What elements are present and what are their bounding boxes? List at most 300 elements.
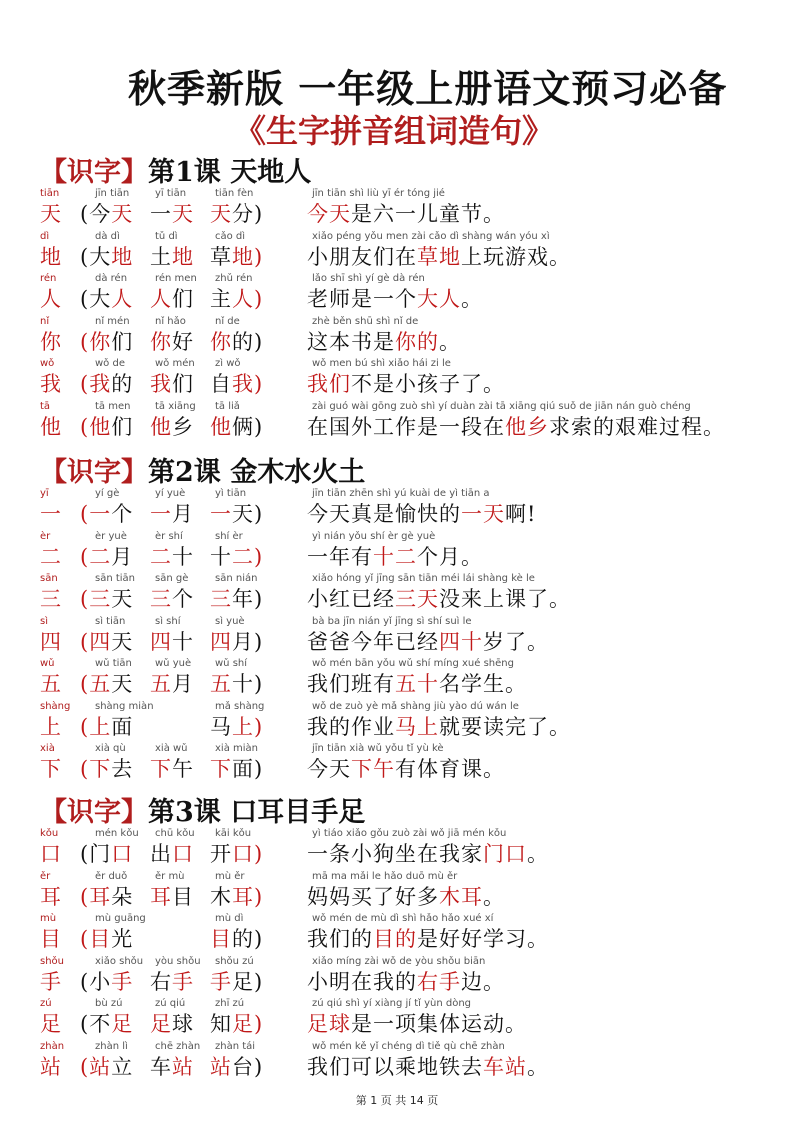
sentence-segment: 上玩游戏。 bbox=[461, 244, 571, 269]
word-group bbox=[80, 414, 133, 440]
word-group-pinyin: mén kǒu bbox=[95, 828, 139, 839]
example-sentence bbox=[307, 201, 505, 227]
vocab-row bbox=[0, 488, 794, 531]
sentence-segment: 十二 bbox=[373, 544, 417, 569]
sentence-segment: 边。 bbox=[461, 969, 505, 994]
sentence-pinyin: jīn tiān xià wǔ yǒu tǐ yù kè bbox=[312, 743, 444, 754]
vocab-char: 一 bbox=[40, 502, 61, 526]
word-group-segment: 一 bbox=[210, 502, 232, 526]
sentence-pinyin: wǒ men bú shì xiǎo hái zi le bbox=[312, 358, 451, 369]
word-group-segment: 十) bbox=[232, 672, 264, 696]
sentence-segment: 车站 bbox=[483, 1054, 527, 1079]
word-group bbox=[150, 371, 194, 397]
word-group-segment: (上 bbox=[80, 714, 112, 739]
sentence-segment: 是一项集体运动。 bbox=[351, 1012, 527, 1036]
lesson-bracket-label: 【识字】 bbox=[40, 457, 148, 488]
word-group-pinyin: sì tiān bbox=[95, 615, 126, 627]
vocab-char: 三 bbox=[40, 587, 61, 611]
sentence-pinyin: bà ba jīn nián yǐ jīng sì shí suì le bbox=[312, 615, 472, 627]
word-group bbox=[80, 969, 133, 995]
word-group bbox=[80, 1011, 133, 1037]
char-pinyin: rén bbox=[40, 273, 57, 284]
lesson-words: 金木水火土 bbox=[230, 457, 366, 488]
word-group-segment: 天 bbox=[111, 629, 134, 654]
char-pinyin: xià bbox=[40, 743, 55, 754]
vocab-char: 他 bbox=[40, 414, 61, 439]
word-group-segment: 的) bbox=[232, 329, 264, 354]
word-group-segment: 们 bbox=[111, 414, 134, 439]
char-pinyin: zú bbox=[40, 998, 52, 1009]
vocab-char: 上 bbox=[40, 714, 61, 739]
vocab-row bbox=[0, 231, 794, 274]
word-group-segment: (不 bbox=[80, 1012, 112, 1036]
word-group-segment: 人) bbox=[232, 287, 264, 311]
word-group-pinyin: tiān fèn bbox=[215, 188, 254, 199]
word-group-segment: 目 bbox=[210, 927, 232, 951]
sentence-segment: 大人 bbox=[417, 287, 461, 311]
word-group-pinyin: sì shí bbox=[155, 615, 181, 627]
word-group-pinyin: yí gè bbox=[95, 488, 120, 499]
word-group-segment: 马 bbox=[210, 714, 232, 739]
char-pinyin: sān bbox=[40, 573, 58, 584]
word-group-segment: (今 bbox=[80, 202, 112, 226]
word-group-segment: 四 bbox=[210, 629, 232, 654]
sentence-segment: 我们的 bbox=[307, 927, 373, 951]
word-group-segment: 的 bbox=[111, 372, 134, 396]
word-group-pinyin: tā liǎ bbox=[215, 400, 240, 412]
sentence-pinyin: xiǎo míng zài wǒ de yòu shǒu biān bbox=[312, 955, 486, 967]
word-group-pinyin: nǐ de bbox=[215, 315, 240, 327]
vocab-row bbox=[0, 316, 794, 359]
word-group bbox=[210, 586, 263, 612]
sentence-pinyin: yì tiáo xiǎo gǒu zuò zài wǒ jiā mén kǒu bbox=[312, 828, 507, 839]
sentence-pinyin: jīn tiān zhēn shì yú kuài de yì tiān a bbox=[312, 488, 490, 499]
word-group-segment: 足) bbox=[232, 1012, 264, 1036]
word-group-segment: 地 bbox=[111, 244, 134, 269]
word-group-pinyin: zhī zú bbox=[215, 998, 245, 1009]
word-group-segment: (我 bbox=[80, 372, 112, 396]
vocab-row bbox=[0, 701, 794, 744]
sentence-pinyin: mā ma mǎi le hǎo duō mù ěr bbox=[312, 870, 458, 882]
word-group bbox=[80, 756, 133, 782]
vocab-char: 我 bbox=[40, 372, 61, 396]
vocab-row bbox=[0, 188, 794, 231]
sentence-segment: 五十 bbox=[395, 672, 439, 696]
sentence-segment: 。 bbox=[483, 884, 505, 909]
word-group-pinyin: chū kǒu bbox=[155, 828, 195, 839]
word-group-segment: 木 bbox=[210, 884, 232, 909]
word-group-segment: 五 bbox=[210, 672, 232, 696]
example-sentence bbox=[307, 714, 571, 740]
word-group-pinyin: mù guāng bbox=[95, 913, 146, 924]
word-group bbox=[210, 884, 263, 910]
word-group-segment: 人 bbox=[111, 287, 134, 311]
word-group-pinyin: èr shí bbox=[155, 530, 183, 542]
vocab-row bbox=[0, 1041, 794, 1084]
word-group-pinyin: mǎ shàng bbox=[215, 700, 265, 712]
vocab-char: 四 bbox=[40, 629, 61, 654]
word-group-segment: 车 bbox=[150, 1054, 172, 1079]
word-group-pinyin: dà rén bbox=[95, 273, 128, 284]
word-group-pinyin: xià miàn bbox=[215, 743, 258, 754]
sentence-segment: 老师是一个 bbox=[307, 287, 417, 311]
sentence-segment: 小红已经 bbox=[307, 587, 395, 611]
word-group-pinyin: zú qiú bbox=[155, 998, 186, 1009]
word-group bbox=[210, 201, 263, 227]
word-group-segment: (他 bbox=[80, 414, 112, 439]
word-group-segment: 三 bbox=[150, 587, 172, 611]
word-group-segment: (五 bbox=[80, 672, 112, 696]
sentence-segment: 门口 bbox=[483, 842, 527, 866]
word-group bbox=[150, 756, 194, 782]
sentence-pinyin: yì nián yǒu shí èr gè yuè bbox=[312, 530, 436, 542]
word-group-pinyin: wǒ de bbox=[95, 358, 125, 369]
sentence-segment: 是好好学习。 bbox=[417, 927, 549, 951]
example-sentence bbox=[307, 286, 483, 312]
word-group bbox=[80, 629, 133, 655]
word-group-pinyin: dà dì bbox=[95, 230, 120, 242]
word-group-segment: 月 bbox=[172, 502, 194, 526]
sentence-segment: 是六一儿童节。 bbox=[351, 202, 505, 226]
sentence-segment: 啊! bbox=[505, 502, 537, 526]
sentence-segment: 没来上课了。 bbox=[439, 587, 571, 611]
char-pinyin: ěr bbox=[40, 870, 51, 882]
char-pinyin: mù bbox=[40, 913, 57, 924]
example-sentence bbox=[307, 1011, 527, 1037]
example-sentence bbox=[307, 244, 571, 270]
word-group-segment: 十 bbox=[172, 629, 194, 654]
word-group-segment: 月 bbox=[111, 544, 134, 569]
word-group-pinyin: sān nián bbox=[215, 573, 258, 584]
example-sentence bbox=[307, 671, 527, 697]
example-sentence bbox=[307, 841, 549, 867]
word-group-segment: 足) bbox=[232, 969, 264, 994]
word-group bbox=[150, 201, 194, 227]
word-group bbox=[210, 926, 263, 952]
sentence-segment: 我们班有 bbox=[307, 672, 395, 696]
sentence-segment: 小明在我的 bbox=[307, 969, 417, 994]
vocab-char: 下 bbox=[40, 757, 61, 781]
word-group-pinyin: zhǔ rén bbox=[215, 273, 253, 284]
example-sentence bbox=[307, 329, 461, 355]
sentence-segment: 马上 bbox=[395, 714, 439, 739]
sentence-pinyin: wǒ de zuò yè mǎ shàng jiù yào dú wán le bbox=[312, 700, 519, 712]
word-group-segment: 台) bbox=[232, 1054, 264, 1079]
word-group-segment: 午 bbox=[172, 757, 194, 781]
word-group bbox=[150, 501, 194, 527]
sentence-segment: 小朋友们在 bbox=[307, 244, 417, 269]
word-group-segment: 们 bbox=[111, 329, 134, 354]
sentence-segment: 我们 bbox=[307, 372, 351, 396]
example-sentence bbox=[307, 969, 505, 995]
word-group-segment: 目 bbox=[172, 884, 194, 909]
word-group bbox=[80, 544, 133, 570]
word-group-segment: 开 bbox=[210, 842, 232, 866]
word-group-segment: 站 bbox=[172, 1054, 194, 1079]
example-sentence bbox=[307, 1054, 549, 1080]
word-group-segment: (门 bbox=[80, 842, 112, 866]
word-group-pinyin: ěr mù bbox=[155, 870, 185, 882]
word-group-segment: 天) bbox=[232, 502, 264, 526]
word-group-segment: (小 bbox=[80, 969, 112, 994]
example-sentence bbox=[307, 926, 549, 952]
word-group bbox=[210, 371, 263, 397]
word-group-segment: 足 bbox=[150, 1012, 172, 1036]
example-sentence bbox=[307, 371, 505, 397]
sentence-segment: 我的作业 bbox=[307, 714, 395, 739]
char-pinyin: nǐ bbox=[40, 315, 50, 327]
vocab-row bbox=[0, 828, 794, 871]
sentence-segment: 一天 bbox=[461, 502, 505, 526]
word-group bbox=[210, 329, 263, 355]
word-group-segment: 地) bbox=[232, 244, 264, 269]
sentence-segment: 他乡 bbox=[505, 414, 549, 439]
sentence-pinyin: zú qiú shì yí xiàng jí tǐ yùn dòng bbox=[312, 998, 472, 1009]
word-group-segment: 月 bbox=[172, 672, 194, 696]
word-group-segment: 十 bbox=[210, 544, 232, 569]
word-group-segment: 口 bbox=[111, 842, 134, 866]
example-sentence bbox=[307, 414, 725, 440]
word-group-segment: 年) bbox=[232, 587, 264, 611]
example-sentence bbox=[307, 884, 505, 910]
sentence-segment: 右手 bbox=[417, 969, 461, 994]
word-group bbox=[80, 884, 133, 910]
lesson-heading bbox=[40, 150, 440, 188]
word-group-segment: 二) bbox=[232, 544, 264, 569]
vocab-row bbox=[0, 358, 794, 401]
word-group bbox=[150, 329, 194, 355]
word-group-pinyin: shí èr bbox=[215, 530, 243, 542]
word-group-segment: 上) bbox=[232, 714, 264, 739]
sentence-pinyin: xiǎo péng yǒu men zài cǎo dì shàng wán yóu xì bbox=[312, 230, 550, 242]
lesson-words: 天地人 bbox=[230, 157, 312, 188]
word-group-segment: 们 bbox=[172, 372, 194, 396]
char-pinyin: shǒu bbox=[40, 955, 65, 967]
vocab-char: 耳 bbox=[40, 884, 61, 909]
word-group-pinyin: wǔ yuè bbox=[155, 658, 192, 669]
vocab-row bbox=[0, 871, 794, 914]
vocab-char: 手 bbox=[40, 969, 61, 994]
sentence-segment: 目的 bbox=[373, 927, 417, 951]
word-group-pinyin: nǐ mén bbox=[95, 315, 130, 327]
lesson-heading bbox=[40, 450, 440, 488]
word-group-segment: 乡 bbox=[172, 414, 194, 439]
lesson-heading bbox=[40, 790, 440, 828]
word-group-segment: (耳 bbox=[80, 884, 112, 909]
sentence-pinyin: lǎo shī shì yí gè dà rén bbox=[312, 273, 425, 284]
sentence-segment: 一年有 bbox=[307, 544, 373, 569]
word-group bbox=[210, 671, 263, 697]
sentence-segment: 今天 bbox=[307, 757, 351, 781]
vocab-row bbox=[0, 743, 794, 786]
word-group bbox=[210, 1054, 263, 1080]
sentence-segment: 爸爸今年已经 bbox=[307, 629, 439, 654]
sentence-pinyin: xiǎo hóng yǐ jīng sān tiān méi lái shàng kè le bbox=[312, 573, 535, 584]
word-group bbox=[150, 1054, 194, 1080]
word-group-pinyin: yì tiān bbox=[215, 488, 247, 499]
word-group bbox=[80, 926, 133, 952]
word-group-segment: 天 bbox=[172, 202, 194, 226]
word-group bbox=[80, 841, 133, 867]
sentence-segment: 。 bbox=[439, 329, 461, 354]
word-group-segment: 球 bbox=[172, 1012, 194, 1036]
page-title: 秋季新版 一年级上册语文预习必备 bbox=[128, 66, 728, 111]
word-group-pinyin: jīn tiān bbox=[95, 188, 130, 199]
word-group-pinyin: yòu shǒu bbox=[155, 955, 201, 967]
page-footer: 第 1 页 共 14 页 bbox=[355, 1094, 439, 1107]
word-group-pinyin: yí yuè bbox=[155, 488, 186, 499]
word-group-segment: 耳 bbox=[150, 884, 172, 909]
vocab-char: 口 bbox=[40, 842, 61, 866]
word-group-segment: (目 bbox=[80, 927, 112, 951]
lesson-words: 口耳目手足 bbox=[230, 797, 366, 828]
word-group bbox=[150, 629, 194, 655]
char-pinyin: dì bbox=[40, 230, 50, 242]
sentence-segment: 。 bbox=[461, 287, 483, 311]
sentence-segment: 今天 bbox=[307, 202, 351, 226]
char-pinyin: wǔ bbox=[40, 658, 55, 669]
sentence-segment: 不是小孩子了。 bbox=[351, 372, 505, 396]
sentence-segment: 四十 bbox=[439, 629, 483, 654]
word-group-pinyin: rén men bbox=[155, 273, 197, 284]
sentence-segment: 三天 bbox=[395, 587, 439, 611]
word-group bbox=[210, 714, 263, 740]
word-group-segment: 我) bbox=[232, 372, 264, 396]
word-group bbox=[210, 1011, 263, 1037]
sentence-segment: 你的 bbox=[395, 329, 439, 354]
word-group-segment: 天 bbox=[111, 202, 134, 226]
word-group-pinyin: xià wǔ bbox=[155, 743, 188, 754]
sentence-segment: 。 bbox=[527, 842, 549, 866]
word-group-segment: 人 bbox=[150, 287, 172, 311]
word-group-segment: 知 bbox=[210, 1012, 232, 1036]
char-pinyin: èr bbox=[40, 530, 51, 542]
word-group-segment: 光 bbox=[111, 927, 134, 951]
vocab-row bbox=[0, 616, 794, 659]
sentence-pinyin: jīn tiān shì liù yī ér tóng jié bbox=[312, 188, 445, 199]
example-sentence bbox=[307, 501, 536, 527]
vocab-row bbox=[0, 401, 794, 444]
word-group-pinyin: mù dì bbox=[215, 913, 244, 924]
word-group-segment: 十 bbox=[172, 544, 194, 569]
word-group-pinyin: ěr duǒ bbox=[95, 870, 128, 882]
sentence-segment: 个月。 bbox=[417, 544, 483, 569]
word-group bbox=[210, 969, 263, 995]
word-group bbox=[150, 586, 194, 612]
word-group bbox=[80, 201, 133, 227]
word-group-segment: 天 bbox=[210, 202, 232, 226]
char-pinyin: shàng bbox=[40, 700, 71, 712]
vocab-char: 天 bbox=[40, 202, 61, 226]
word-group-segment: 土 bbox=[150, 244, 172, 269]
word-group-segment: 我 bbox=[150, 372, 172, 396]
vocab-char: 你 bbox=[40, 329, 61, 354]
word-group-pinyin: xià qù bbox=[95, 743, 126, 754]
word-group bbox=[80, 671, 133, 697]
word-group-segment: 口 bbox=[172, 842, 194, 866]
word-group bbox=[80, 586, 133, 612]
word-group bbox=[80, 371, 133, 397]
word-group bbox=[80, 244, 133, 270]
word-group-segment: 足 bbox=[111, 1012, 134, 1036]
word-group-pinyin: chē zhàn bbox=[155, 1040, 201, 1052]
word-group-segment: 去 bbox=[111, 757, 134, 781]
word-group-segment: 月) bbox=[232, 629, 264, 654]
char-pinyin: kǒu bbox=[40, 828, 59, 839]
word-group-pinyin: èr yuè bbox=[95, 530, 127, 542]
word-group-segment: 的) bbox=[232, 927, 264, 951]
word-group-segment: 他 bbox=[210, 414, 232, 439]
word-group-pinyin: zhàn lì bbox=[95, 1040, 128, 1052]
word-group bbox=[80, 714, 133, 740]
word-group-segment: 五 bbox=[150, 672, 172, 696]
word-group bbox=[80, 1054, 133, 1080]
vocab-char: 二 bbox=[40, 544, 61, 569]
word-group-pinyin: zhàn tái bbox=[215, 1040, 256, 1052]
word-group-pinyin: xiǎo shǒu bbox=[95, 955, 144, 967]
vocab-char: 五 bbox=[40, 672, 61, 696]
word-group-segment: 个 bbox=[111, 502, 134, 526]
vocab-char: 足 bbox=[40, 1012, 61, 1036]
word-group bbox=[150, 884, 194, 910]
word-group-pinyin: tǔ dì bbox=[155, 230, 178, 242]
word-group-pinyin: mù ěr bbox=[215, 870, 245, 882]
word-group bbox=[210, 244, 263, 270]
word-group-pinyin: wǔ shí bbox=[215, 658, 248, 669]
word-group-segment: 草 bbox=[210, 244, 232, 269]
word-group-segment: 俩) bbox=[232, 414, 264, 439]
sentence-segment: 我们可以乘地铁去 bbox=[307, 1054, 483, 1079]
char-pinyin: wǒ bbox=[40, 358, 55, 369]
word-group-segment: 下 bbox=[150, 757, 172, 781]
sentence-segment: 妈妈买了好多 bbox=[307, 884, 439, 909]
word-group bbox=[150, 544, 194, 570]
word-group-pinyin: nǐ hǎo bbox=[155, 315, 186, 327]
word-group-segment: 右 bbox=[150, 969, 172, 994]
word-group-segment: 一 bbox=[150, 202, 172, 226]
word-group bbox=[150, 244, 194, 270]
page-subtitle: 《生字拼音组词造句》 bbox=[234, 112, 555, 150]
sentence-pinyin: zhè běn shū shì nǐ de bbox=[312, 315, 419, 327]
word-group-segment: (你 bbox=[80, 329, 112, 354]
sentence-segment: 在国外工作是一段在 bbox=[307, 414, 505, 439]
word-group-segment: 口) bbox=[232, 842, 264, 866]
word-group-pinyin: bù zú bbox=[95, 998, 123, 1009]
word-group-pinyin: yī tiān bbox=[155, 188, 187, 199]
example-sentence bbox=[307, 586, 571, 612]
word-group-segment: 耳) bbox=[232, 884, 264, 909]
word-group-pinyin: shàng miàn bbox=[95, 700, 154, 712]
word-group bbox=[80, 286, 133, 312]
word-group-segment: 他 bbox=[150, 414, 172, 439]
word-group-segment: 三 bbox=[210, 587, 232, 611]
sentence-segment: 草地 bbox=[417, 244, 461, 269]
sentence-segment: 名学生。 bbox=[439, 672, 527, 696]
lesson-number: 第1课 bbox=[148, 157, 221, 188]
word-group-segment: 手 bbox=[210, 969, 232, 994]
vocab-row bbox=[0, 956, 794, 999]
word-group-segment: (二 bbox=[80, 544, 112, 569]
word-group bbox=[150, 969, 194, 995]
sentence-pinyin: wǒ mén kě yǐ chéng dì tiě qù chē zhàn bbox=[312, 1040, 505, 1052]
sentence-segment: 下午 bbox=[351, 757, 395, 781]
sentence-segment: 木耳 bbox=[439, 884, 483, 909]
word-group-segment: 分) bbox=[232, 202, 264, 226]
word-group-segment: 一 bbox=[150, 502, 172, 526]
sentence-pinyin: zài guó wài gōng zuò shì yí duàn zài tā xiāng qiú suǒ de jiān nán guò chéng bbox=[312, 400, 691, 412]
char-pinyin: sì bbox=[40, 615, 48, 627]
vocab-char: 地 bbox=[40, 244, 61, 269]
